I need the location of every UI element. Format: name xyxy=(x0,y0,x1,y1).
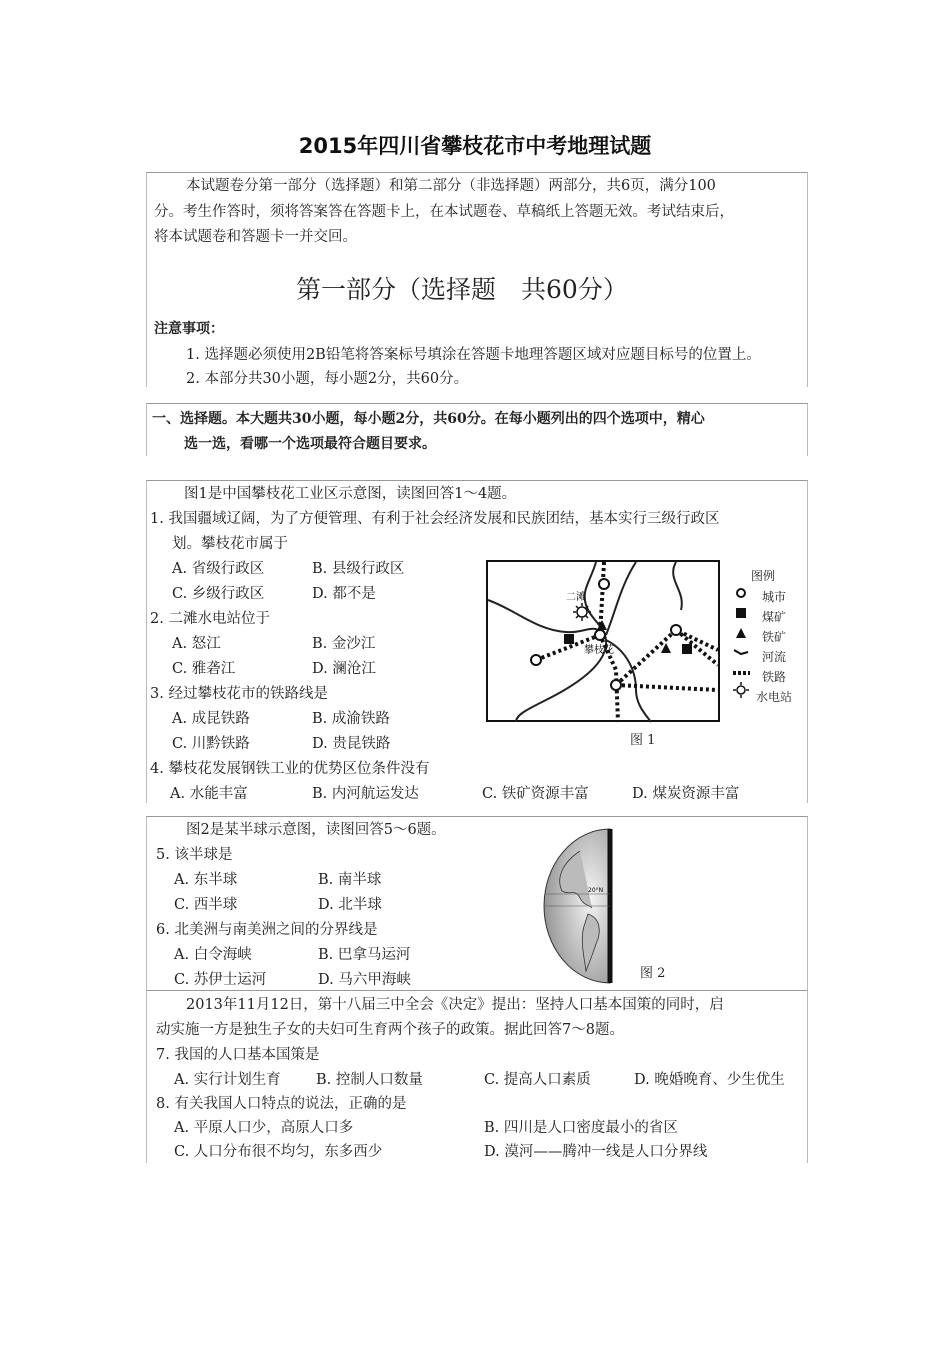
q4-option-d[interactable]: D. 煤炭资源丰富 xyxy=(632,786,740,802)
q5-stem: 5. 该半球是 xyxy=(156,847,233,863)
q5-option-a[interactable]: A. 东半球 xyxy=(174,872,238,888)
q7-option-a[interactable]: A. 实行计划生育 xyxy=(174,1072,281,1088)
coal-mine-marker xyxy=(564,634,574,644)
q6-option-d[interactable]: D. 马六甲海峡 xyxy=(318,972,411,988)
group2-intro: 图2是某半球示意图，读图回答5～6题。 xyxy=(186,822,446,838)
q4-option-a[interactable]: A. 水能丰富 xyxy=(170,786,248,802)
q1-stem-1: 1. 我国疆域辽阔，为了方便管理、有利于社会经济发展和民族团结，基本实行三级行政区 xyxy=(150,511,720,527)
q2-option-b[interactable]: B. 金沙江 xyxy=(312,636,376,652)
legend-iron: 铁矿 xyxy=(762,630,787,644)
page-title: 2015年四川省攀枝花市中考地理试题 xyxy=(298,134,652,158)
river-icon xyxy=(734,650,748,654)
city-icon xyxy=(737,589,745,597)
intro-line-1: 本试题卷分第一部分（选择题）和第二部分（非选择题）两部分，共6页，满分100 xyxy=(186,178,716,194)
note-2: 2. 本部分共30小题，每小题2分，共60分。 xyxy=(186,371,469,387)
q1-option-b[interactable]: B. 县级行政区 xyxy=(312,561,405,577)
q1-stem-2: 划。攀枝花市属于 xyxy=(172,536,288,552)
group1-intro: 图1是中国攀枝花工业区示意图，读图回答1～4题。 xyxy=(184,486,517,502)
q2-stem: 2. 二滩水电站位于 xyxy=(150,611,270,627)
q6-option-a[interactable]: A. 白令海峡 xyxy=(174,947,252,963)
section-line-2: 选一选，看哪一个选项最符合题目要求。 xyxy=(184,436,436,452)
group2-box xyxy=(146,816,808,991)
label-panzhihua: 攀枝花 xyxy=(584,645,614,656)
city-marker xyxy=(531,655,541,665)
legend-railway: 铁路 xyxy=(762,670,787,684)
q1-option-c[interactable]: C. 乡级行政区 xyxy=(172,586,265,602)
q3-option-c[interactable]: C. 川黔铁路 xyxy=(172,736,250,752)
legend-coal: 煤矿 xyxy=(762,610,787,624)
q7-option-d[interactable]: D. 晚婚晚育、少生优生 xyxy=(634,1072,785,1088)
city-marker xyxy=(595,630,605,640)
city-marker xyxy=(671,625,681,635)
hydropower-icon xyxy=(733,682,749,698)
coal-mine-marker xyxy=(682,644,692,654)
section-line-1: 一、选择题。本大题共30小题，每小题2分，共60分。在每小题列出的四个选项中，精心 xyxy=(152,411,705,427)
q8-option-b[interactable]: B. 四川是人口密度最小的省区 xyxy=(484,1120,678,1136)
city-marker xyxy=(599,579,609,589)
coal-icon xyxy=(736,608,746,618)
q7-option-b[interactable]: B. 控制人口数量 xyxy=(316,1072,423,1088)
intro-line-2: 分。考生作答时，须将答案答在答题卡上，在本试题卷、草稿纸上答题无效。考试结束后， xyxy=(154,204,734,220)
city-marker xyxy=(611,680,621,690)
label-ertan: 二滩 xyxy=(566,592,586,603)
legend-river: 河流 xyxy=(762,650,787,664)
q6-option-c[interactable]: C. 苏伊士运河 xyxy=(174,972,267,988)
q5-option-b[interactable]: B. 南半球 xyxy=(318,872,382,888)
group3-intro-1: 2013年11月12日，第十八届三中全会《决定》提出：坚持人口基本国策的同时，启 xyxy=(186,997,724,1013)
q8-option-c[interactable]: C. 人口分布很不均匀，东多西少 xyxy=(174,1144,383,1160)
q4-stem: 4. 攀枝花发展钢铁工业的优势区位条件没有 xyxy=(150,761,430,777)
q4-option-b[interactable]: B. 内河航运发达 xyxy=(312,786,419,802)
legend-title: 图例 xyxy=(751,569,776,583)
q8-option-d[interactable]: D. 漠河——腾冲一线是人口分界线 xyxy=(484,1144,708,1160)
figure-1-map xyxy=(486,560,722,724)
figure-2-hemisphere xyxy=(540,826,620,986)
q8-option-a[interactable]: A. 平原人口少，高原人口多 xyxy=(174,1120,354,1136)
figure-1-caption: 图 1 xyxy=(630,733,656,748)
legend-hydropower: 水电站 xyxy=(756,690,793,704)
note-1: 1. 选择题必须使用2B铅笔将答案标号填涂在答题卡地理答题区域对应题目标号的位置上。 xyxy=(186,347,761,363)
q5-option-d[interactable]: D. 北半球 xyxy=(318,897,382,913)
q2-option-a[interactable]: A. 怒江 xyxy=(172,636,221,652)
q1-option-a[interactable]: A. 省级行政区 xyxy=(172,561,265,577)
q3-option-a[interactable]: A. 成昆铁路 xyxy=(172,711,250,727)
q3-option-b[interactable]: B. 成渝铁路 xyxy=(312,711,390,727)
intro-line-3: 将本试题卷和答题卡一并交回。 xyxy=(154,229,357,245)
part1-heading: 第一部分（选择题 共60分） xyxy=(296,275,628,304)
q2-option-c[interactable]: C. 雅砻江 xyxy=(172,661,236,677)
iron-icon xyxy=(736,628,746,638)
q4-option-c[interactable]: C. 铁矿资源丰富 xyxy=(482,786,589,802)
q6-stem: 6. 北美洲与南美洲之间的分界线是 xyxy=(156,922,378,938)
figure-2-caption: 图 2 xyxy=(640,966,666,981)
notes-label: 注意事项： xyxy=(154,321,224,337)
q8-stem: 8. 有关我国人口特点的说法，正确的是 xyxy=(156,1096,407,1112)
q1-option-d[interactable]: D. 都不是 xyxy=(312,586,376,602)
q3-option-d[interactable]: D. 贵昆铁路 xyxy=(312,736,391,752)
legend-city: 城市 xyxy=(762,590,787,604)
q7-stem: 7. 我国的人口基本国策是 xyxy=(156,1047,320,1063)
q7-option-c[interactable]: C. 提高人口素质 xyxy=(484,1072,591,1088)
q5-option-c[interactable]: C. 西半球 xyxy=(174,897,238,913)
q6-option-b[interactable]: B. 巴拿马运河 xyxy=(318,947,411,963)
group3-intro-2: 动实施一方是独生子女的夫妇可生育两个孩子的政策。据此回答7～8题。 xyxy=(156,1022,624,1038)
lat-label-20n: 20°N xyxy=(588,887,604,894)
q2-option-d[interactable]: D. 澜沧江 xyxy=(312,661,376,677)
q3-stem: 3. 经过攀枝花市的铁路线是 xyxy=(150,686,328,702)
legend-icons xyxy=(732,586,754,698)
